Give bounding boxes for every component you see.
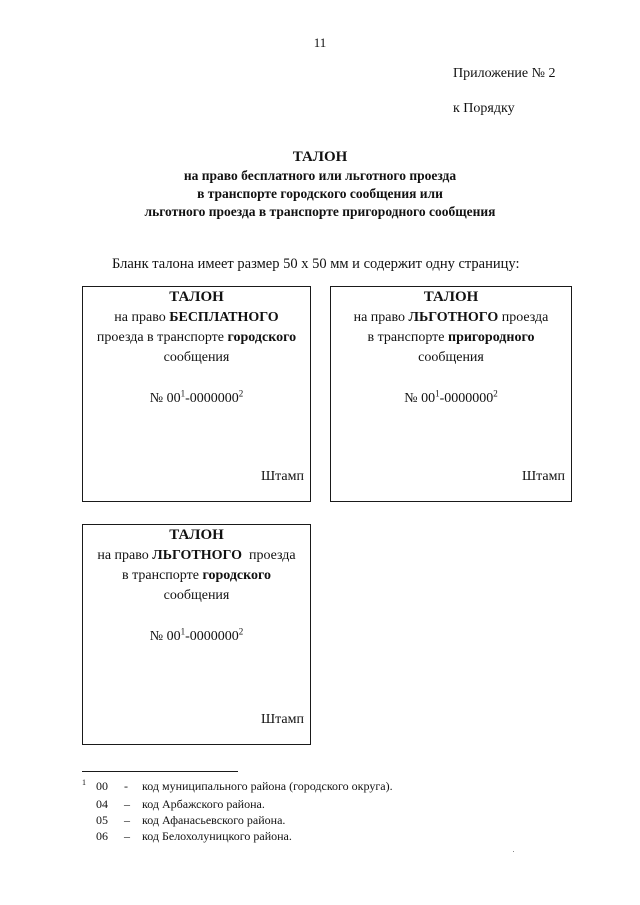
talon-text: проезда в транспорте (96, 330, 228, 345)
talon-line: сообщения (418, 350, 484, 365)
talon-line (331, 328, 571, 348)
talon-line (83, 328, 310, 348)
talon-number-prefix: № 00 (149, 391, 181, 406)
talon-discount-city (82, 524, 311, 745)
talon-line (83, 308, 310, 328)
footnote-ref: 1 (180, 626, 186, 637)
footnote-code: 00 (96, 779, 108, 793)
talon-line (83, 546, 310, 566)
talon-bold-text: пригородного (448, 330, 535, 345)
page-number: 11 (313, 35, 327, 50)
talon-stamp: Штамп (261, 469, 304, 484)
footnote-ref: 1 (180, 388, 186, 399)
talon-number-prefix: № 00 (149, 629, 181, 644)
footnote-row (82, 828, 393, 844)
footnotes (82, 778, 393, 844)
footnote-dash: – (124, 797, 130, 811)
order-reference: к Порядку (453, 101, 515, 116)
talon-heading: ТАЛОН (169, 289, 224, 305)
document-title-line: льготного проезда в транспорте пригородного сообщения (144, 204, 496, 219)
footnote-dash: – (124, 829, 130, 843)
document-title (0, 148, 640, 221)
talon-text: в транспорте (367, 330, 448, 345)
appendix-label: Приложение № 2 (453, 66, 556, 81)
talon-heading: ТАЛОН (423, 289, 479, 305)
footnote-ref: 1 (435, 388, 440, 399)
talon-discount-suburban (330, 286, 572, 502)
footnote-divider (82, 771, 238, 772)
footnote-text: код муниципального района (городского округа). (142, 779, 393, 793)
footnote-ref: 2 (493, 388, 498, 399)
talon-stamp: Штамп (261, 712, 304, 727)
footnote-row (82, 812, 393, 828)
footnote-code: 05 (96, 813, 108, 827)
footnote-code: 04 (96, 797, 108, 811)
footnote-dash: - (124, 779, 128, 793)
talon-number-body: -0000000 (185, 391, 239, 406)
talon-text: на право (114, 310, 170, 325)
talon-bold-text: городского (202, 568, 272, 583)
talon-number-prefix: № 00 (404, 391, 436, 406)
footnote-dash: – (124, 813, 130, 827)
talon-number-body: -0000000 (185, 629, 239, 644)
footnote-ref: 2 (238, 626, 244, 637)
talon-line: сообщения (163, 588, 230, 603)
footnote-text: код Белохолуницкого района. (142, 829, 292, 843)
footnote-ref: 2 (238, 388, 244, 399)
talon-bold-text: городского (227, 330, 297, 345)
talon-text: на право (353, 310, 409, 325)
talon-heading: ТАЛОН (169, 527, 224, 543)
talon-stamp: Штамп (522, 469, 565, 484)
talon-text: проезда (241, 548, 296, 563)
talon-line (331, 308, 571, 328)
talon-number-body: -0000000 (439, 391, 494, 406)
document-title-main: ТАЛОН (292, 149, 348, 165)
document-title-line: в транспорте городского сообщения или (197, 186, 443, 201)
talon-free-city (82, 286, 311, 502)
document-title-line: на право бесплатного или льготного проезда (183, 168, 457, 183)
blank-description: Бланк талона имеет размер 50 х 50 мм и содержит одну страницу: (112, 256, 520, 272)
footnote-marker: 1 (82, 778, 86, 787)
footnote-row (82, 796, 393, 812)
talon-text: на право (97, 548, 153, 563)
talon-number (331, 389, 571, 409)
talon-text: в транспорте (121, 568, 203, 583)
talon-number (83, 627, 310, 647)
talon-line (83, 566, 310, 586)
talon-text: проезда (498, 310, 549, 325)
footnote-row (82, 778, 393, 796)
talon-line: сообщения (163, 350, 230, 365)
talon-bold-text: ЛЬГОТНОГО (408, 310, 499, 325)
footnote-code: 06 (96, 829, 108, 843)
footnote-text: код Афанасьевского района. (142, 813, 286, 827)
talon-number (83, 389, 310, 409)
footnote-text: код Арбажского района. (142, 797, 265, 811)
talon-bold-text: БЕСПЛАТНОГО (169, 310, 279, 325)
talon-bold-text: ЛЬГОТНОГО (152, 548, 242, 563)
scan-speck (513, 851, 514, 852)
